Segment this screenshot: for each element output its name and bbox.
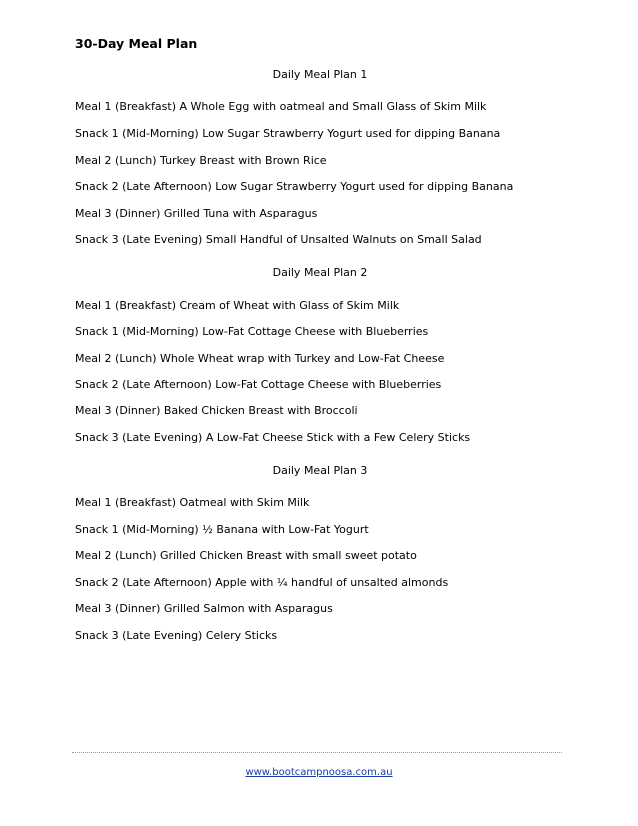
plan-1-snack-3: Snack 3 (Late Evening) Small Handful of Unsalted Walnuts on Small Salad [75, 233, 482, 246]
plan-1-heading-text: Daily Meal Plan 1 [272, 68, 368, 81]
plan-2-meal-3: Meal 3 (Dinner) Baked Chicken Breast with Broccoli [75, 404, 358, 417]
plan-3-heading [0, 464, 638, 477]
plan-3-snack-3: Snack 3 (Late Evening) Celery Sticks [75, 629, 278, 642]
plan-1-meal-3: Meal 3 (Dinner) Grilled Tuna with Asparagus [75, 207, 318, 220]
plan-1-meal-1: Meal 1 (Breakfast) A Whole Egg with oatmeal and Small Glass of Skim Milk [75, 100, 487, 113]
plan-2-snack-1: Snack 1 (Mid-Morning) Low-Fat Cottage Cheese with Blueberries [75, 325, 429, 338]
plan-1-snack-2: Snack 2 (Late Afternoon) Low Sugar Strawberry Yogurt used for dipping Banana [75, 180, 514, 193]
plan-3-snack-2: Snack 2 (Late Afternoon) Apple with ¼ handful of unsalted almonds [75, 576, 449, 589]
plan-3-heading-text: Daily Meal Plan 3 [272, 464, 368, 477]
footer-website-link[interactable]: www.bootcampnoosa.com.au [245, 767, 393, 778]
plan-2-snack-3: Snack 3 (Late Evening) A Low-Fat Cheese Stick with a Few Celery Sticks [75, 431, 471, 444]
plan-3-meal-1: Meal 1 (Breakfast) Oatmeal with Skim Milk [75, 496, 310, 509]
plan-2-meal-2: Meal 2 (Lunch) Whole Wheat wrap with Turkey and Low-Fat Cheese [75, 352, 445, 365]
document-title: 30-Day Meal Plan [75, 36, 198, 51]
plan-1-heading [0, 68, 638, 81]
plan-2-heading-text: Daily Meal Plan 2 [272, 266, 368, 279]
footer-divider [72, 752, 562, 753]
plan-1-snack-1: Snack 1 (Mid-Morning) Low Sugar Strawberry Yogurt used for dipping Banana [75, 127, 501, 140]
plan-3-meal-2: Meal 2 (Lunch) Grilled Chicken Breast with small sweet potato [75, 549, 417, 562]
plan-2-snack-2: Snack 2 (Late Afternoon) Low-Fat Cottage Cheese with Blueberries [75, 378, 442, 391]
plan-2-meal-1: Meal 1 (Breakfast) Cream of Wheat with Glass of Skim Milk [75, 299, 400, 312]
plan-1-meal-2: Meal 2 (Lunch) Turkey Breast with Brown Rice [75, 154, 327, 167]
plan-3-snack-1: Snack 1 (Mid-Morning) ½ Banana with Low-Fat Yogurt [75, 523, 369, 536]
plan-3-meal-3: Meal 3 (Dinner) Grilled Salmon with Asparagus [75, 602, 333, 615]
plan-2-heading [0, 266, 638, 279]
